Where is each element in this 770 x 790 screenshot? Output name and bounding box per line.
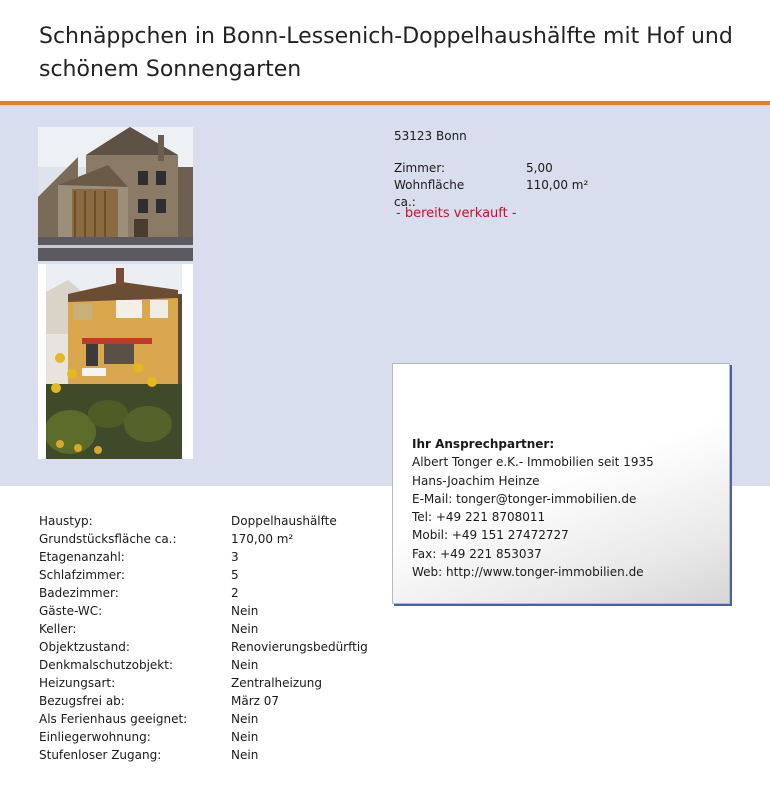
detail-label: Haustyp: <box>39 514 93 528</box>
detail-row <box>39 530 379 548</box>
detail-row <box>39 602 379 620</box>
detail-row <box>39 710 379 728</box>
detail-row <box>39 746 379 764</box>
detail-value: Zentralheizung <box>231 676 322 690</box>
fact-value: 110,00 m² <box>526 178 589 192</box>
garden-image <box>38 264 193 459</box>
fact-label: Wohnfläche ca.: <box>394 178 465 209</box>
property-details <box>39 512 379 764</box>
contact-mobile: Mobil: +49 151 27472727 <box>412 528 569 543</box>
contact-company: Albert Tonger e.K.- Immobilien seit 1935 <box>412 455 654 470</box>
detail-row <box>39 692 379 710</box>
detail-row <box>39 656 379 674</box>
detail-label: Bezugsfrei ab: <box>39 694 125 708</box>
house-front-image <box>38 127 193 261</box>
detail-row <box>39 674 379 692</box>
detail-label: Einliegerwohnung: <box>39 730 151 744</box>
detail-value: Nein <box>231 748 259 762</box>
listing-title: Schnäppchen in Bonn-Lessenich-Doppelhaushälfte mit Hof und schönem Sonnengarten <box>39 24 733 82</box>
detail-row <box>39 566 379 584</box>
detail-value: Nein <box>231 730 259 744</box>
contact-website[interactable]: Web: http://www.tonger-immobilien.de <box>412 565 644 580</box>
contact-phone: Tel: +49 221 8708011 <box>412 510 546 525</box>
detail-row <box>39 584 379 602</box>
fact-value: 5,00 <box>526 161 553 175</box>
detail-row <box>39 620 379 638</box>
detail-label: Gäste-WC: <box>39 604 103 618</box>
house-front-photo[interactable] <box>38 127 193 261</box>
detail-value: Doppelhaushälfte <box>231 514 337 528</box>
detail-row <box>39 728 379 746</box>
detail-value: 5 <box>231 568 239 582</box>
detail-label: Keller: <box>39 622 77 636</box>
detail-label: Grundstücksfläche ca.: <box>39 532 177 546</box>
detail-value: Nein <box>231 604 259 618</box>
location: 53123 Bonn <box>394 129 467 143</box>
detail-row <box>39 548 379 566</box>
contact-person: Hans-Joachim Heinze <box>412 473 540 488</box>
garden-photo[interactable] <box>38 264 193 459</box>
contact-fax: Fax: +49 221 853037 <box>412 546 542 561</box>
detail-label: Heizungsart: <box>39 676 116 690</box>
detail-value: Nein <box>231 658 259 672</box>
detail-value: Renovierungsbedürftig <box>231 640 368 654</box>
contact-email[interactable]: E-Mail: tonger@tonger-immobilien.de <box>412 491 637 506</box>
detail-label: Stufenloser Zugang: <box>39 748 162 762</box>
detail-value: Nein <box>231 622 259 636</box>
detail-value: Nein <box>231 712 259 726</box>
key-facts <box>394 128 589 209</box>
detail-row <box>39 512 379 530</box>
fact-label: Zimmer: <box>394 161 446 175</box>
detail-label: Objektzustand: <box>39 640 130 654</box>
detail-value: März 07 <box>231 694 280 708</box>
detail-row <box>39 638 379 656</box>
fact-row-rooms <box>394 160 553 177</box>
detail-label: Badezimmer: <box>39 586 119 600</box>
detail-label: Etagenanzahl: <box>39 550 125 564</box>
detail-label: Denkmalschutzobjekt: <box>39 658 173 672</box>
fact-row-living-area <box>394 177 589 209</box>
detail-label: Als Ferienhaus geeignet: <box>39 712 188 726</box>
detail-value: 170,00 m² <box>231 532 294 546</box>
detail-value: 2 <box>231 586 239 600</box>
contact-box <box>392 363 730 604</box>
detail-label: Schlafzimmer: <box>39 568 125 582</box>
contact-heading: Ihr Ansprechpartner: <box>412 437 555 451</box>
detail-value: 3 <box>231 550 239 564</box>
sold-status: - bereits verkauft - <box>396 206 517 221</box>
